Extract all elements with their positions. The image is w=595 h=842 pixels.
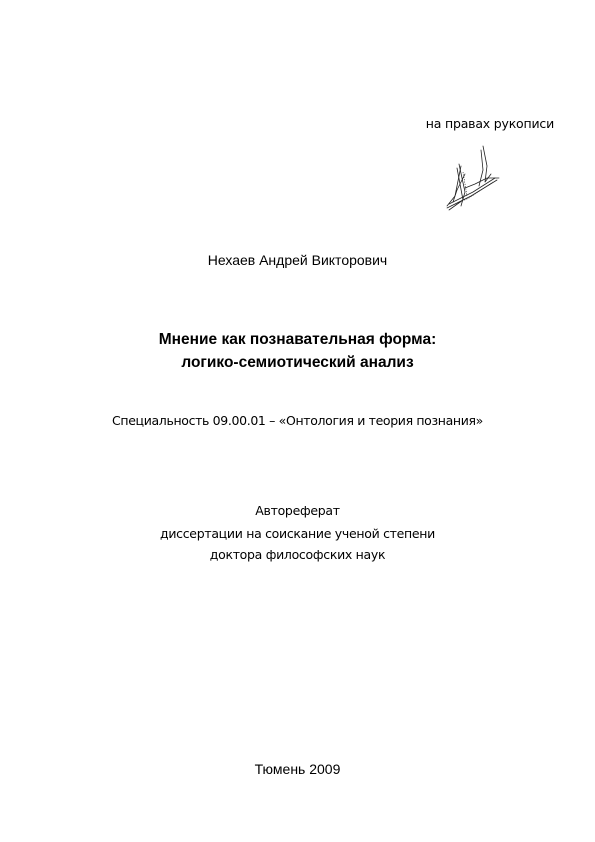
handwritten-signature [443,144,501,214]
abstract-line-2: диссертации на соискание ученой степени [160,526,435,541]
rights-note: на правах рукописи [425,116,554,131]
title-line-1: Мнение как познавательная форма: [158,331,437,348]
abstract-line-3: доктора философских наук [209,547,386,562]
specialty: Специальность 09.00.01 – «Онтология и теория познания» [112,413,483,428]
place-year: Тюмень 2009 [254,761,341,777]
author-name: Нехаев Андрей Викторович [207,252,388,268]
title-line-2: логико-семиотический анализ [181,354,414,371]
abstract-line-1: Автореферат [255,503,340,518]
